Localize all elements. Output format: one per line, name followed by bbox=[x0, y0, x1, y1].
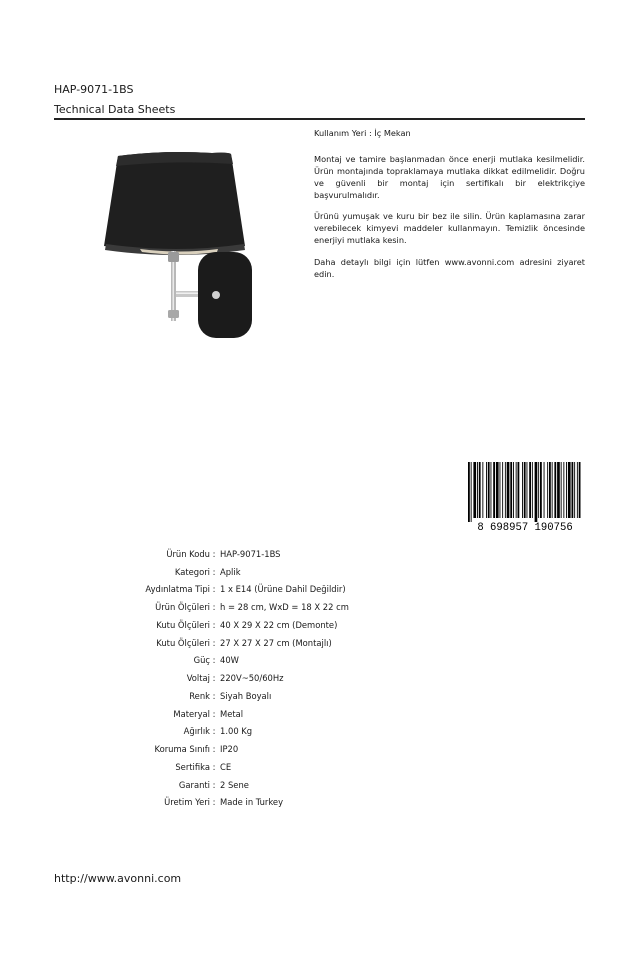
spec-row bbox=[60, 634, 349, 652]
product-code-heading: HAP-9071-1BS bbox=[54, 83, 134, 96]
barcode-bar bbox=[552, 462, 553, 518]
spec-row bbox=[60, 652, 349, 670]
barcode-bar bbox=[516, 462, 517, 518]
barcode-bar bbox=[496, 462, 499, 518]
spec-value: 1 x E14 (Ürüne Dahil Değildir) bbox=[220, 584, 346, 595]
spec-row bbox=[60, 740, 349, 758]
barcode-bar bbox=[540, 462, 542, 518]
barcode-bar bbox=[505, 462, 506, 518]
barcode-bar bbox=[568, 462, 571, 518]
spec-value: IP20 bbox=[220, 744, 239, 755]
cleaning-instructions-text: Ürünü yumuşak ve kuru bir bez ile silin. Ürün kaplamasına zarar verebilecek kimyevi maddeler kullanmayın. Temizlik öncesinde enerjiyi mutlaka kesin. bbox=[314, 211, 585, 246]
spec-value: 40W bbox=[220, 655, 239, 666]
spec-label: Güç bbox=[193, 655, 210, 666]
spec-label: Garanti bbox=[178, 779, 210, 790]
barcode bbox=[466, 462, 584, 532]
spec-label: Voltaj bbox=[186, 673, 210, 684]
spec-label: Kutu Ölçüleri bbox=[156, 619, 210, 630]
spec-separator: : bbox=[212, 655, 216, 666]
barcode-number: 8 698957 190756 bbox=[477, 522, 573, 532]
spec-row bbox=[60, 723, 349, 741]
barcode-bar bbox=[488, 462, 490, 518]
spec-separator: : bbox=[212, 779, 216, 790]
barcode-bar bbox=[507, 462, 510, 518]
spec-row bbox=[60, 687, 349, 705]
barcode-bar bbox=[572, 462, 574, 518]
spec-row bbox=[60, 794, 349, 812]
spec-label: Koruma Sınıfı bbox=[154, 744, 210, 755]
document-subtitle: Technical Data Sheets bbox=[54, 103, 176, 116]
spec-label: Kategori bbox=[174, 566, 210, 577]
spec-value: 2 Sene bbox=[220, 779, 249, 790]
website-link[interactable]: http://www.avonni.com bbox=[54, 872, 182, 885]
barcode-bar bbox=[502, 462, 503, 518]
spec-separator: : bbox=[212, 708, 216, 719]
barcode-bar bbox=[471, 462, 472, 522]
spec-separator: : bbox=[212, 761, 216, 772]
spec-row bbox=[60, 598, 349, 616]
barcode-bar bbox=[535, 462, 538, 522]
spec-value: Siyah Boyalı bbox=[220, 690, 272, 701]
spec-label: Kutu Ölçüleri bbox=[156, 637, 210, 648]
spec-separator: : bbox=[212, 619, 216, 630]
spec-separator: : bbox=[212, 602, 216, 613]
barcode-bar bbox=[493, 462, 495, 518]
spec-label: Üretim Yeri bbox=[164, 797, 210, 808]
spec-value: 1.00 Kg bbox=[220, 726, 253, 737]
more-info-text: Daha detaylı bilgi için lütfen www.avonni.com adresini ziyaret edin. bbox=[314, 257, 585, 280]
spec-row bbox=[60, 545, 349, 563]
barcode-bar bbox=[563, 462, 564, 518]
spec-row bbox=[60, 705, 349, 723]
spec-separator: : bbox=[212, 548, 216, 559]
spec-label: Sertifika bbox=[175, 761, 210, 772]
barcode-bar bbox=[532, 462, 533, 518]
spec-label: Ürün Kodu bbox=[166, 548, 210, 559]
barcode-bar bbox=[486, 462, 487, 518]
wall-lamp-image bbox=[100, 148, 260, 344]
spec-separator: : bbox=[212, 584, 216, 595]
barcode-bar bbox=[561, 462, 562, 518]
spec-row bbox=[60, 563, 349, 581]
spec-label: Ağırlık bbox=[183, 726, 210, 737]
spec-value: HAP-9071-1BS bbox=[220, 548, 281, 559]
spec-value: h = 28 cm, WxD = 18 X 22 cm bbox=[220, 602, 349, 613]
spec-label: Aydınlatma Tipi bbox=[145, 584, 210, 595]
barcode-bar bbox=[477, 462, 478, 518]
spec-separator: : bbox=[212, 566, 216, 577]
installation-warning-text: Montaj ve tamire başlanmadan önce enerji mutlaka kesilmelidir. Ürün montajında topraklamaya mutlaka dikkat edilmelidir. Doğru ve güvenli bir montaj için sertifikalı bir elektrikçiye başvurulmalıdır. bbox=[314, 153, 585, 200]
barcode-bar bbox=[549, 462, 551, 518]
barcode-bar bbox=[518, 462, 520, 518]
spec-separator: : bbox=[212, 673, 216, 684]
barcode-bar bbox=[479, 462, 481, 518]
spec-row bbox=[60, 581, 349, 599]
barcode-bar bbox=[524, 462, 526, 518]
barcode-bar bbox=[482, 462, 483, 518]
spec-label: Renk bbox=[189, 690, 210, 701]
spec-value: Made in Turkey bbox=[220, 797, 284, 808]
spec-row bbox=[60, 669, 349, 687]
barcode-bar bbox=[491, 462, 492, 518]
barcode-bar bbox=[574, 462, 575, 518]
spec-value: CE bbox=[220, 761, 232, 772]
spec-separator: : bbox=[212, 690, 216, 701]
barcode-bar bbox=[566, 462, 567, 518]
barcode-bar bbox=[529, 462, 531, 518]
barcode-bar bbox=[557, 462, 560, 518]
barcode-bar bbox=[500, 462, 501, 518]
barcode-bar bbox=[579, 462, 581, 518]
spec-row bbox=[60, 758, 349, 776]
usage-location-text: Kullanım Yeri : İç Mekan bbox=[314, 128, 411, 138]
spec-value: 40 X 29 X 22 cm (Demonte) bbox=[220, 619, 338, 630]
spec-separator: : bbox=[212, 726, 216, 737]
spec-row bbox=[60, 776, 349, 794]
spec-label: Ürün Ölçüleri bbox=[155, 602, 210, 613]
spec-value: 220V~50/60Hz bbox=[220, 673, 284, 684]
barcode-bar bbox=[577, 462, 578, 518]
spec-value: Aplik bbox=[220, 566, 241, 577]
spec-label: Materyal bbox=[173, 708, 210, 719]
barcode-bar bbox=[510, 462, 512, 518]
spec-table bbox=[60, 545, 349, 811]
barcode-bar bbox=[473, 462, 476, 518]
barcode-bar bbox=[468, 462, 470, 522]
barcode-bar bbox=[522, 462, 523, 518]
spec-separator: : bbox=[212, 744, 216, 755]
header-divider bbox=[54, 118, 585, 120]
spec-row bbox=[60, 616, 349, 634]
barcode-bar bbox=[538, 462, 539, 518]
spec-separator: : bbox=[212, 637, 216, 648]
barcode-bar bbox=[554, 462, 556, 518]
barcode-bar bbox=[544, 462, 545, 518]
spec-separator: : bbox=[212, 797, 216, 808]
barcode-bar bbox=[527, 462, 528, 518]
spec-value: Metal bbox=[220, 708, 244, 719]
spec-value: 27 X 27 X 27 cm (Montajlı) bbox=[220, 637, 332, 648]
usage-info-section bbox=[314, 128, 585, 291]
barcode-bar bbox=[547, 462, 548, 518]
barcode-bar bbox=[513, 462, 514, 518]
